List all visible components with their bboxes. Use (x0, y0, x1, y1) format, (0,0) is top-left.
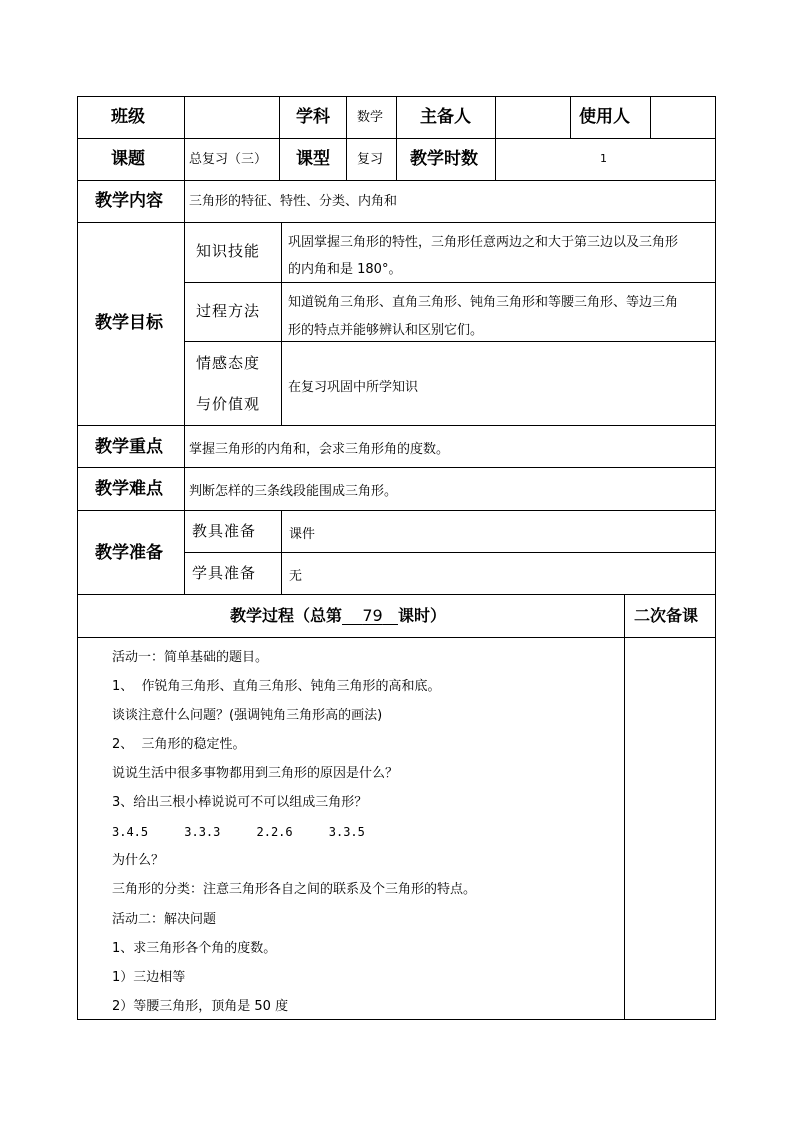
table-rule-vertical (570, 96, 571, 138)
prep-label: 教学准备 (95, 543, 163, 563)
process-header (230, 608, 446, 624)
table-rule-vertical (624, 594, 625, 1020)
hours-value[interactable]: 1 (600, 152, 607, 165)
process-line: 1、 作锐角三角形、直角三角形、钝角三角形的高和底。 (112, 679, 441, 694)
table-rule-vertical (279, 96, 280, 180)
table-rule (184, 341, 716, 342)
table-rule-vertical (281, 222, 282, 425)
topic-label: 课题 (111, 149, 145, 169)
type-value[interactable]: 复习 (357, 152, 384, 167)
type-label: 课型 (296, 149, 330, 169)
teacher-prep-value[interactable]: 课件 (289, 527, 316, 542)
table-border-bottom (77, 1019, 716, 1020)
process-line: 三角形的分类：注意三角形各自之间的联系及个三角形的特点。 (112, 882, 477, 897)
process-line: 2）等腰三角形，顶角是 50 度 (112, 999, 289, 1014)
focus-value[interactable]: 掌握三角形的内角和，会求三角形角的度数。 (189, 442, 450, 457)
user-label: 使用人 (579, 107, 630, 127)
table-rule-vertical (650, 96, 651, 138)
lesson-number: 79 (362, 606, 383, 625)
content-label: 教学内容 (95, 191, 163, 211)
student-prep-label: 学具准备 (192, 564, 257, 582)
content-value[interactable]: 三角形的特征、特性、分类、内角和 (189, 194, 398, 209)
process-line: 活动一：简单基础的题目。 (112, 650, 269, 665)
table-rule (184, 552, 716, 553)
preparer-label: 主备人 (420, 107, 471, 127)
process-line: 2、 三角形的稳定性。 (112, 737, 246, 752)
table-rule (77, 425, 716, 426)
subject-label: 学科 (296, 107, 330, 127)
difficulty-value[interactable]: 判断怎样的三条线段能围成三角形。 (189, 484, 398, 499)
process-line: 说说生活中很多事物都用到三角形的原因是什么？ (112, 766, 399, 781)
knowledge-skills-line-2: 的内角和是 180°。 (288, 262, 402, 277)
table-rule (77, 467, 716, 468)
table-rule-vertical (184, 96, 185, 594)
table-rule (77, 637, 716, 638)
table-rule (77, 180, 716, 181)
topic-value[interactable]: 总复习（三） (189, 152, 268, 167)
knowledge-skills-label: 知识技能 (196, 242, 261, 260)
process-line: 3.4.5 3.3.3 2.2.6 3.3.5 (112, 825, 365, 839)
table-rule-vertical (396, 96, 397, 180)
table-rule-vertical (346, 96, 347, 180)
process-line: 活动二：解决问题 (112, 912, 217, 927)
table-rule (77, 510, 716, 511)
process-method-label: 过程方法 (196, 302, 261, 320)
table-border-right (715, 96, 716, 1020)
second-prep-label: 二次备课 (634, 606, 699, 625)
table-rule-vertical (281, 510, 282, 594)
process-line: 为什么？ (112, 853, 165, 868)
teacher-prep-label: 教具准备 (192, 522, 257, 540)
student-prep-value[interactable]: 无 (289, 569, 303, 584)
table-rule (77, 222, 716, 223)
process-header-suffix: 课时） (397, 606, 446, 625)
table-border-left (77, 96, 78, 1020)
class-label: 班级 (111, 107, 145, 127)
focus-label: 教学重点 (95, 437, 163, 457)
hours-label: 教学时数 (410, 149, 478, 169)
subject-value[interactable]: 数学 (357, 110, 384, 125)
process-line: 1）三边相等 (112, 970, 186, 985)
table-rule-vertical (495, 96, 496, 180)
attitude-values-label-line-2: 与价值观 (196, 395, 261, 413)
knowledge-skills-line-1: 巩固掌握三角形的特性，三角形任意两边之和大于第三边以及三角形 (288, 235, 679, 250)
process-line: 1、求三角形各个角的度数。 (112, 941, 277, 956)
difficulty-label: 教学难点 (95, 479, 163, 499)
process-line: 3、给出三根小棒说说可不可以组成三角形？ (112, 795, 368, 810)
attitude-values-text: 在复习巩固中所学知识 (288, 380, 419, 395)
goals-label: 教学目标 (95, 313, 163, 333)
table-rule (184, 282, 716, 283)
table-rule (77, 594, 716, 595)
process-header-prefix: 教学过程（总第 (230, 606, 343, 625)
process-line: 谈谈注意什么问题？(强调钝角三角形高的画法) (112, 708, 383, 723)
attitude-values-label-line-1: 情感态度 (196, 354, 261, 372)
process-method-line-1: 知道锐角三角形、直角三角形、钝角三角形和等腰三角形、等边三角 (288, 295, 679, 310)
process-method-line-2: 形的特点并能够辨认和区别它们。 (288, 323, 484, 338)
